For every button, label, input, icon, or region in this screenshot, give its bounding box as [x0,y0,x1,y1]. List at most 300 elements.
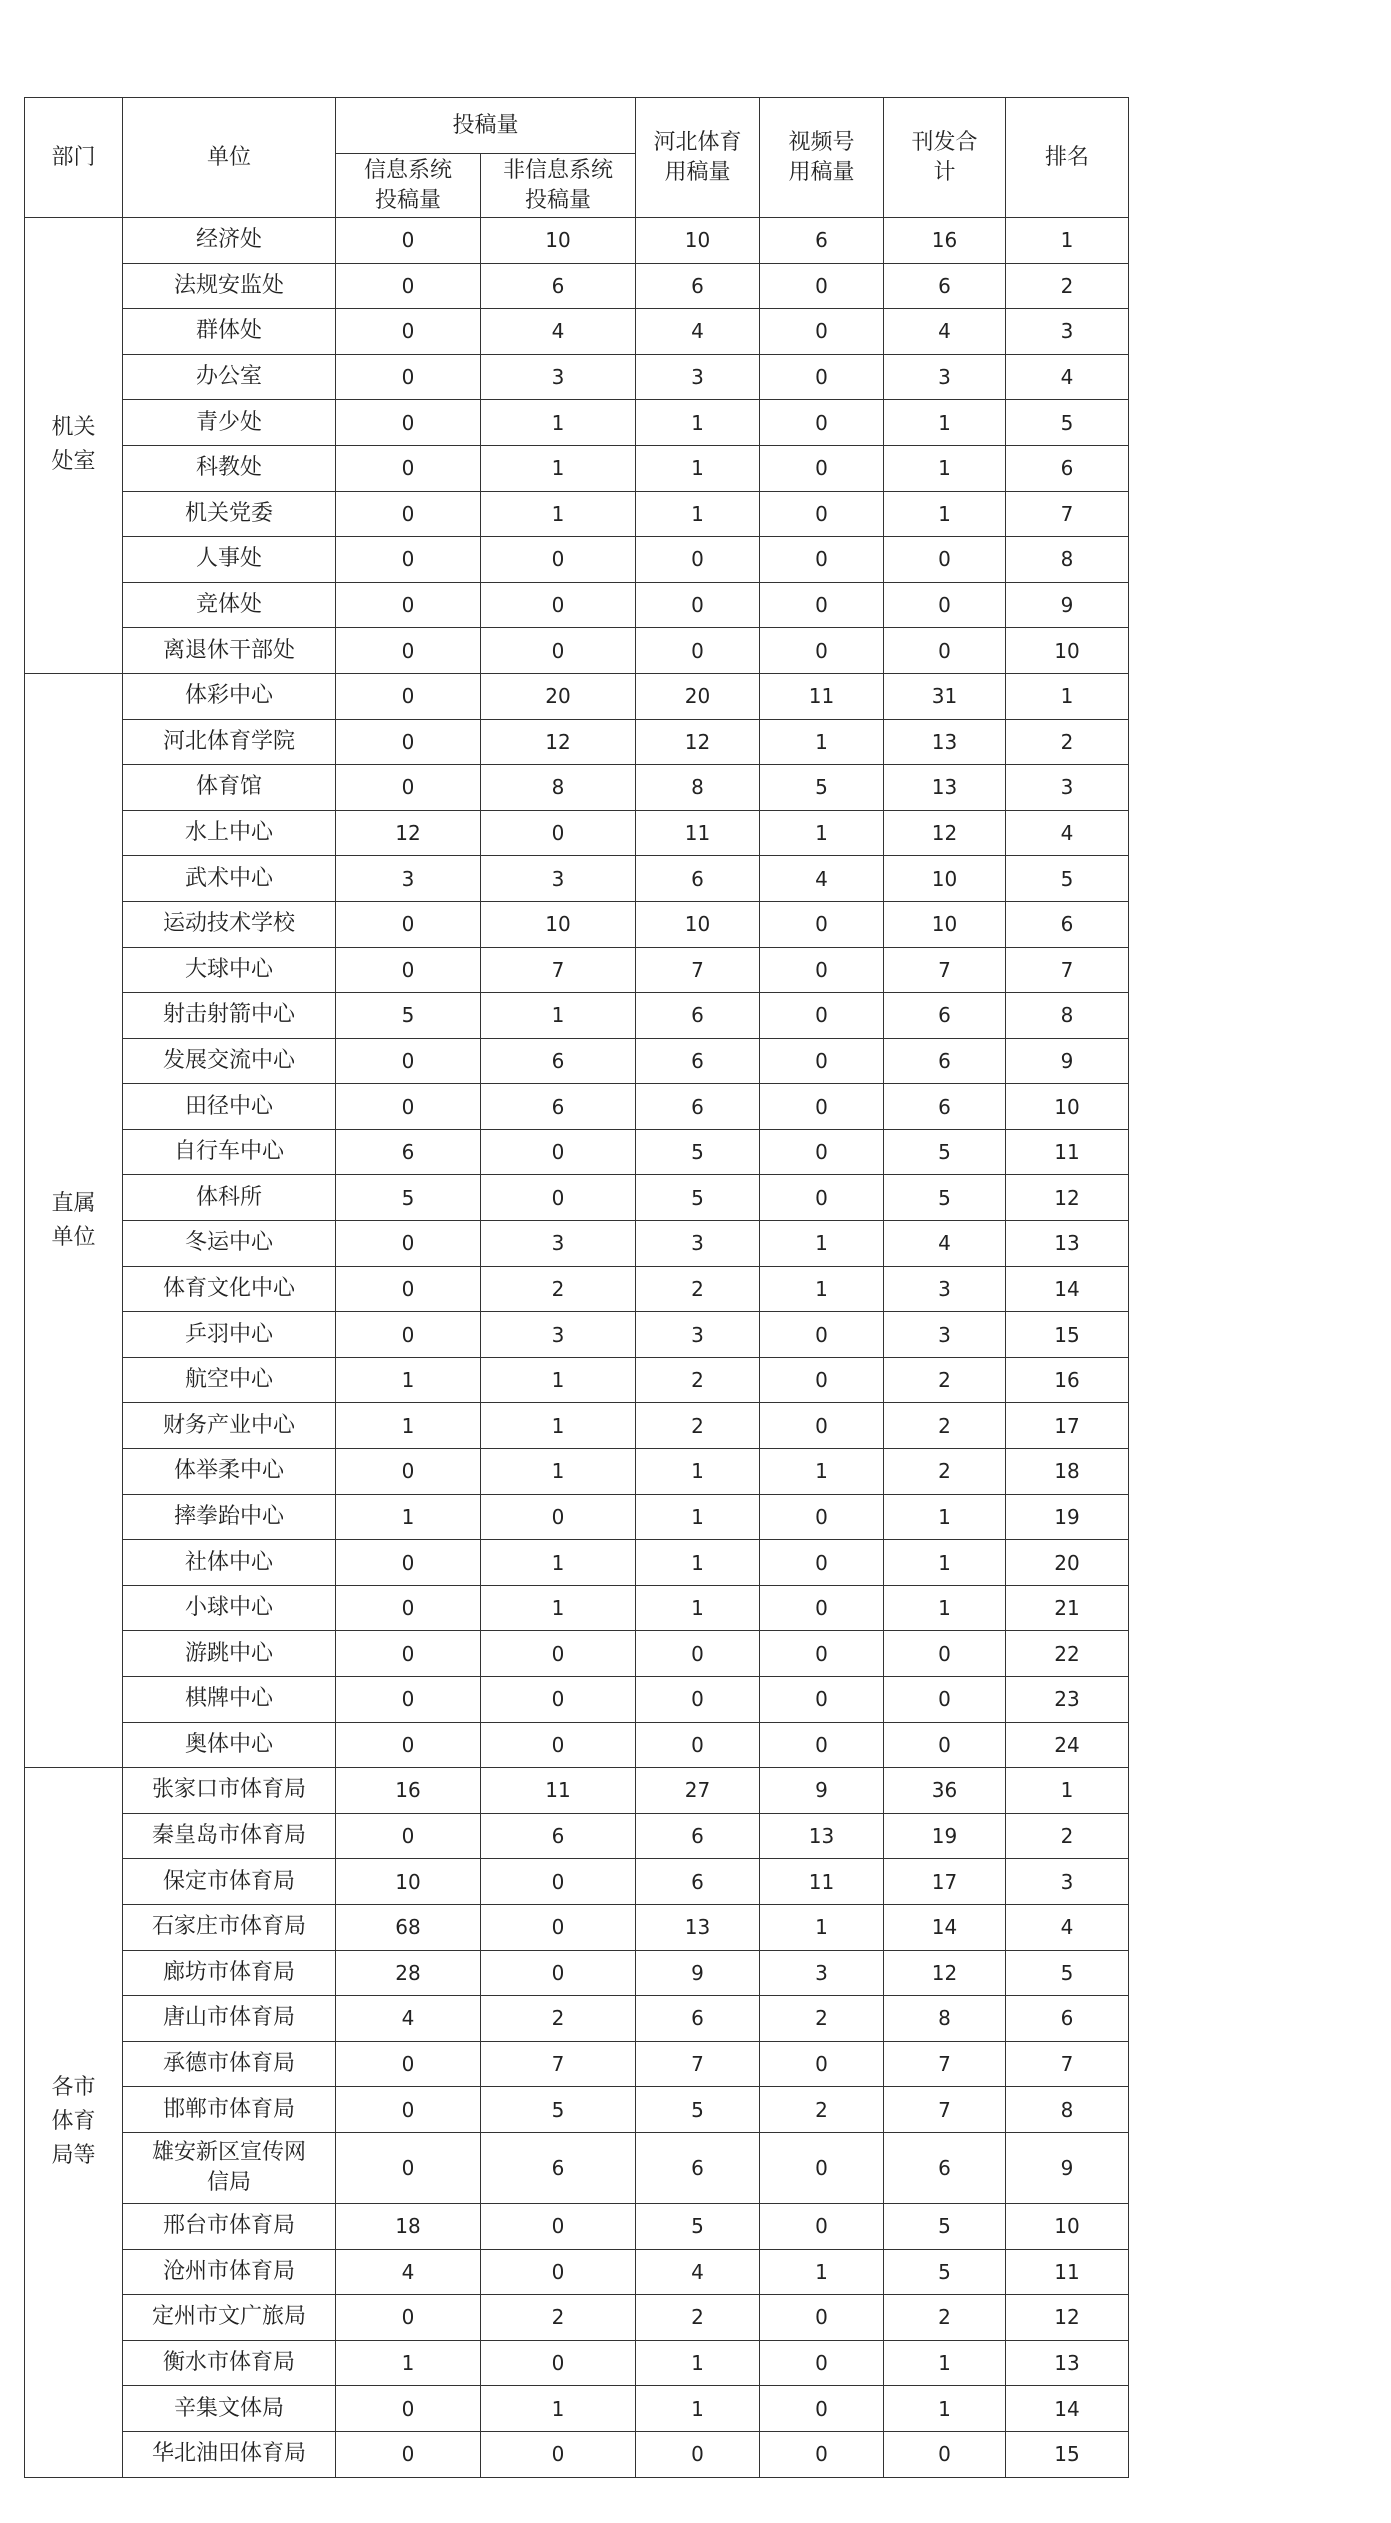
table-row [25,1950,1129,1996]
rank-cell: 4 [1006,1904,1129,1950]
table-row [25,354,1129,400]
table-row [25,1768,1129,1814]
nonsys-submissions-cell: 20 [481,673,636,719]
published-total-cell: 1 [884,2386,1006,2432]
video-used-cell: 0 [760,1403,884,1449]
sys-submissions-cell: 16 [336,1768,481,1814]
unit-cell: 摔拳跆中心 [123,1494,336,1540]
rank-cell: 5 [1006,1950,1129,1996]
video-used-cell: 0 [760,2295,884,2341]
table-row [25,2041,1129,2087]
published-total-cell: 1 [884,1540,1006,1586]
nonsys-submissions-cell: 3 [481,856,636,902]
video-used-cell: 0 [760,1677,884,1723]
sys-submissions-cell: 10 [336,1859,481,1905]
video-used-cell: 0 [760,1084,884,1130]
hebei-used-cell: 10 [636,901,760,947]
video-used-cell: 0 [760,1312,884,1358]
table-row [25,218,1129,264]
published-total-cell: 10 [884,856,1006,902]
table-row [25,2249,1129,2295]
sys-submissions-cell: 0 [336,2386,481,2432]
unit-cell: 大球中心 [123,947,336,993]
unit-cell: 衡水市体育局 [123,2340,336,2386]
published-total-cell: 19 [884,1813,1006,1859]
table-row [25,1904,1129,1950]
unit-cell: 河北体育学院 [123,719,336,765]
nonsys-submissions-cell: 0 [481,628,636,674]
nonsys-submissions-cell: 0 [481,1129,636,1175]
rank-cell: 1 [1006,218,1129,264]
video-used-cell: 0 [760,2041,884,2087]
rank-cell: 2 [1006,263,1129,309]
hebei-used-cell: 7 [636,2041,760,2087]
table-row [25,1129,1129,1175]
table-row [25,628,1129,674]
video-used-cell: 0 [760,263,884,309]
unit-cell: 承德市体育局 [123,2041,336,2087]
sys-submissions-cell: 0 [336,2295,481,2341]
hebei-used-cell: 4 [636,309,760,355]
published-total-cell: 4 [884,1221,1006,1267]
hebei-used-cell: 6 [636,1084,760,1130]
unit-cell: 机关党委 [123,491,336,537]
unit-cell: 武术中心 [123,856,336,902]
video-used-cell: 0 [760,491,884,537]
table-row [25,2087,1129,2133]
published-total-cell: 12 [884,810,1006,856]
published-total-cell: 6 [884,1038,1006,1084]
nonsys-submissions-cell: 0 [481,1904,636,1950]
hebei-used-cell: 5 [636,2203,760,2249]
sys-submissions-cell: 5 [336,993,481,1039]
sys-submissions-cell: 0 [336,947,481,993]
table-row [25,582,1129,628]
rank-cell: 14 [1006,2386,1129,2432]
rank-cell: 9 [1006,1038,1129,1084]
hebei-used-cell: 0 [636,2431,760,2477]
rank-cell: 5 [1006,856,1129,902]
hebei-used-cell: 3 [636,1312,760,1358]
video-used-cell: 0 [760,2431,884,2477]
sys-submissions-cell: 0 [336,1221,481,1267]
unit-cell: 运动技术学校 [123,901,336,947]
hebei-used-cell: 6 [636,2132,760,2203]
table-row [25,1449,1129,1495]
hebei-used-cell: 0 [636,537,760,583]
published-total-cell: 5 [884,1129,1006,1175]
nonsys-submissions-cell: 1 [481,1449,636,1495]
sys-submissions-cell: 0 [336,1449,481,1495]
sys-submissions-cell: 0 [336,582,481,628]
hebei-used-cell: 13 [636,1904,760,1950]
rank-cell: 6 [1006,901,1129,947]
unit-cell: 唐山市体育局 [123,1996,336,2042]
nonsys-submissions-cell: 0 [481,1859,636,1905]
video-used-cell: 0 [760,1585,884,1631]
hebei-used-cell: 1 [636,1540,760,1586]
nonsys-submissions-cell: 1 [481,400,636,446]
sys-submissions-cell: 0 [336,901,481,947]
published-total-cell: 3 [884,1312,1006,1358]
rank-cell: 13 [1006,2340,1129,2386]
video-used-cell: 0 [760,2386,884,2432]
nonsys-submissions-cell: 2 [481,1996,636,2042]
table-row [25,1996,1129,2042]
sys-submissions-cell: 0 [336,445,481,491]
nonsys-submissions-cell: 1 [481,491,636,537]
nonsys-submissions-cell: 5 [481,2087,636,2133]
nonsys-submissions-cell: 0 [481,2340,636,2386]
published-total-cell: 1 [884,2340,1006,2386]
unit-cell: 科教处 [123,445,336,491]
rank-cell: 7 [1006,2041,1129,2087]
nonsys-submissions-cell: 0 [481,1494,636,1540]
table-row [25,810,1129,856]
unit-cell: 群体处 [123,309,336,355]
dept-cell: 直属 单位 [25,673,123,1767]
hebei-used-cell: 1 [636,2340,760,2386]
published-total-cell: 1 [884,445,1006,491]
sys-submissions-cell: 0 [336,2431,481,2477]
table-row [25,719,1129,765]
unit-cell: 社体中心 [123,1540,336,1586]
unit-cell: 邢台市体育局 [123,2203,336,2249]
hebei-used-cell: 1 [636,1494,760,1540]
published-total-cell: 6 [884,993,1006,1039]
hebei-used-cell: 27 [636,1768,760,1814]
hebei-used-cell: 6 [636,1813,760,1859]
nonsys-submissions-cell: 0 [481,810,636,856]
unit-cell: 游跳中心 [123,1631,336,1677]
table-row [25,765,1129,811]
published-total-cell: 4 [884,309,1006,355]
sys-submissions-cell: 0 [336,1677,481,1723]
table-row [25,309,1129,355]
rank-cell: 2 [1006,1813,1129,1859]
nonsys-submissions-cell: 1 [481,2386,636,2432]
rank-cell: 10 [1006,2203,1129,2249]
dept-cell: 各市 体育 局等 [25,1768,123,2477]
nonsys-submissions-cell: 3 [481,354,636,400]
nonsys-submissions-cell: 2 [481,1266,636,1312]
unit-cell: 法规安监处 [123,263,336,309]
rank-cell: 13 [1006,1221,1129,1267]
video-used-cell: 2 [760,2087,884,2133]
hebei-used-cell: 20 [636,673,760,719]
hebei-used-cell: 4 [636,2249,760,2295]
published-total-cell: 2 [884,1403,1006,1449]
published-total-cell: 8 [884,1996,1006,2042]
video-used-cell: 0 [760,628,884,674]
rank-cell: 8 [1006,2087,1129,2133]
hebei-used-cell: 6 [636,1859,760,1905]
nonsys-submissions-cell: 10 [481,901,636,947]
table-row [25,537,1129,583]
nonsys-submissions-cell: 0 [481,1950,636,1996]
table-row [25,1631,1129,1677]
rank-cell: 22 [1006,1631,1129,1677]
sys-submissions-cell: 0 [336,673,481,719]
nonsys-submissions-cell: 0 [481,537,636,583]
published-total-cell: 14 [884,1904,1006,1950]
video-used-cell: 0 [760,1038,884,1084]
sys-submissions-cell: 0 [336,719,481,765]
unit-cell: 石家庄市体育局 [123,1904,336,1950]
unit-cell: 体举柔中心 [123,1449,336,1495]
published-total-cell: 17 [884,1859,1006,1905]
nonsys-submissions-cell: 1 [481,1585,636,1631]
video-used-cell: 0 [760,1129,884,1175]
header-nonsys-submissions: 非信息系统 投稿量 [481,154,636,218]
rank-cell: 6 [1006,445,1129,491]
header-rank: 排名 [1006,98,1129,218]
header-published-total: 刊发合 计 [884,98,1006,218]
rank-cell: 7 [1006,947,1129,993]
hebei-used-cell: 1 [636,445,760,491]
sys-submissions-cell: 0 [336,354,481,400]
unit-cell: 青少处 [123,400,336,446]
unit-cell: 经济处 [123,218,336,264]
published-total-cell: 1 [884,1494,1006,1540]
nonsys-submissions-cell: 1 [481,1403,636,1449]
published-total-cell: 5 [884,2203,1006,2249]
published-total-cell: 0 [884,1722,1006,1768]
video-used-cell: 1 [760,1449,884,1495]
published-total-cell: 2 [884,1357,1006,1403]
video-used-cell: 0 [760,2203,884,2249]
unit-cell: 航空中心 [123,1357,336,1403]
nonsys-submissions-cell: 1 [481,1357,636,1403]
published-total-cell: 0 [884,582,1006,628]
hebei-used-cell: 1 [636,2386,760,2432]
nonsys-submissions-cell: 0 [481,2431,636,2477]
video-used-cell: 0 [760,2132,884,2203]
rank-cell: 10 [1006,628,1129,674]
table-row [25,993,1129,1039]
table-row [25,1585,1129,1631]
header-video-used: 视频号 用稿量 [760,98,884,218]
table-row [25,1494,1129,1540]
table-row [25,1859,1129,1905]
sys-submissions-cell: 0 [336,2087,481,2133]
rank-cell: 12 [1006,1175,1129,1221]
published-total-cell: 6 [884,2132,1006,2203]
rank-cell: 12 [1006,2295,1129,2341]
hebei-used-cell: 2 [636,1357,760,1403]
rank-cell: 14 [1006,1266,1129,1312]
published-total-cell: 6 [884,263,1006,309]
table-row [25,2295,1129,2341]
video-used-cell: 1 [760,1904,884,1950]
sys-submissions-cell: 0 [336,218,481,264]
rank-cell: 11 [1006,2249,1129,2295]
video-used-cell: 11 [760,1859,884,1905]
hebei-used-cell: 1 [636,1449,760,1495]
hebei-used-cell: 6 [636,1038,760,1084]
unit-cell: 小球中心 [123,1585,336,1631]
sys-submissions-cell: 1 [336,2340,481,2386]
hebei-used-cell: 11 [636,810,760,856]
sys-submissions-cell: 0 [336,491,481,537]
sys-submissions-cell: 1 [336,1357,481,1403]
rank-cell: 1 [1006,1768,1129,1814]
unit-cell: 冬运中心 [123,1221,336,1267]
published-total-cell: 3 [884,354,1006,400]
nonsys-submissions-cell: 0 [481,1631,636,1677]
rank-cell: 19 [1006,1494,1129,1540]
video-used-cell: 1 [760,2249,884,2295]
sys-submissions-cell: 12 [336,810,481,856]
nonsys-submissions-cell: 0 [481,1677,636,1723]
hebei-used-cell: 2 [636,1403,760,1449]
table-row [25,1221,1129,1267]
sys-submissions-cell: 6 [336,1129,481,1175]
table-row [25,673,1129,719]
table-row [25,400,1129,446]
unit-cell: 乒羽中心 [123,1312,336,1358]
hebei-used-cell: 0 [636,582,760,628]
published-total-cell: 5 [884,1175,1006,1221]
unit-cell: 廊坊市体育局 [123,1950,336,1996]
table-row [25,1175,1129,1221]
hebei-used-cell: 5 [636,1175,760,1221]
unit-cell: 人事处 [123,537,336,583]
sys-submissions-cell: 0 [336,1722,481,1768]
unit-cell: 水上中心 [123,810,336,856]
unit-cell: 竞体处 [123,582,336,628]
nonsys-submissions-cell: 2 [481,2295,636,2341]
published-total-cell: 36 [884,1768,1006,1814]
sys-submissions-cell: 0 [336,537,481,583]
table-row [25,1312,1129,1358]
rank-cell: 16 [1006,1357,1129,1403]
video-used-cell: 5 [760,765,884,811]
header-dept: 部门 [25,98,123,218]
published-total-cell: 0 [884,628,1006,674]
published-total-cell: 3 [884,1266,1006,1312]
nonsys-submissions-cell: 1 [481,445,636,491]
table-body [25,218,1129,2478]
video-used-cell: 2 [760,1996,884,2042]
published-total-cell: 5 [884,2249,1006,2295]
video-used-cell: 9 [760,1768,884,1814]
hebei-used-cell: 1 [636,491,760,537]
sys-submissions-cell: 0 [336,2132,481,2203]
rank-cell: 6 [1006,1996,1129,2042]
table-row [25,1540,1129,1586]
video-used-cell: 11 [760,673,884,719]
video-used-cell: 0 [760,1175,884,1221]
rank-cell: 7 [1006,491,1129,537]
rank-cell: 4 [1006,354,1129,400]
sys-submissions-cell: 28 [336,1950,481,1996]
hebei-used-cell: 0 [636,1722,760,1768]
hebei-used-cell: 5 [636,1129,760,1175]
sys-submissions-cell: 18 [336,2203,481,2249]
rank-cell: 24 [1006,1722,1129,1768]
sys-submissions-cell: 3 [336,856,481,902]
hebei-used-cell: 6 [636,993,760,1039]
rank-cell: 15 [1006,2431,1129,2477]
video-used-cell: 0 [760,1357,884,1403]
published-total-cell: 10 [884,901,1006,947]
unit-cell: 棋牌中心 [123,1677,336,1723]
rank-cell: 15 [1006,1312,1129,1358]
rank-cell: 21 [1006,1585,1129,1631]
table-row [25,1722,1129,1768]
rank-cell: 10 [1006,1084,1129,1130]
hebei-used-cell: 1 [636,400,760,446]
published-total-cell: 6 [884,1084,1006,1130]
hebei-used-cell: 6 [636,1996,760,2042]
header-submissions: 投稿量 [336,98,636,154]
table-row [25,1038,1129,1084]
sys-submissions-cell: 0 [336,1631,481,1677]
rank-cell: 8 [1006,993,1129,1039]
nonsys-submissions-cell: 0 [481,1175,636,1221]
unit-cell: 华北油田体育局 [123,2431,336,2477]
hebei-used-cell: 2 [636,1266,760,1312]
rank-cell: 9 [1006,2132,1129,2203]
video-used-cell: 0 [760,582,884,628]
unit-cell: 雄安新区宣传网 信局 [123,2132,336,2203]
hebei-used-cell: 5 [636,2087,760,2133]
video-used-cell: 0 [760,354,884,400]
unit-cell: 体育馆 [123,765,336,811]
unit-cell: 体彩中心 [123,673,336,719]
unit-cell: 邯郸市体育局 [123,2087,336,2133]
published-total-cell: 7 [884,947,1006,993]
sys-submissions-cell: 68 [336,1904,481,1950]
rank-cell: 4 [1006,810,1129,856]
table-row [25,901,1129,947]
video-used-cell: 3 [760,1950,884,1996]
published-total-cell: 0 [884,537,1006,583]
nonsys-submissions-cell: 6 [481,263,636,309]
rank-cell: 18 [1006,1449,1129,1495]
hebei-used-cell: 7 [636,947,760,993]
table-row [25,856,1129,902]
video-used-cell: 0 [760,993,884,1039]
video-used-cell: 0 [760,901,884,947]
published-total-cell: 2 [884,1449,1006,1495]
unit-cell: 体科所 [123,1175,336,1221]
table-row [25,1266,1129,1312]
sys-submissions-cell: 4 [336,2249,481,2295]
dept-cell: 机关 处室 [25,218,123,674]
unit-cell: 办公室 [123,354,336,400]
sys-submissions-cell: 0 [336,1585,481,1631]
hebei-used-cell: 0 [636,1631,760,1677]
rank-cell: 5 [1006,400,1129,446]
nonsys-submissions-cell: 12 [481,719,636,765]
sys-submissions-cell: 0 [336,2041,481,2087]
nonsys-submissions-cell: 6 [481,1038,636,1084]
unit-cell: 自行车中心 [123,1129,336,1175]
video-used-cell: 1 [760,1266,884,1312]
rank-cell: 9 [1006,582,1129,628]
rank-cell: 11 [1006,1129,1129,1175]
video-used-cell: 0 [760,1540,884,1586]
table-row [25,2203,1129,2249]
sys-submissions-cell: 0 [336,1540,481,1586]
header-unit: 单位 [123,98,336,218]
nonsys-submissions-cell: 10 [481,218,636,264]
published-total-cell: 7 [884,2041,1006,2087]
unit-cell: 财务产业中心 [123,1403,336,1449]
hebei-used-cell: 8 [636,765,760,811]
